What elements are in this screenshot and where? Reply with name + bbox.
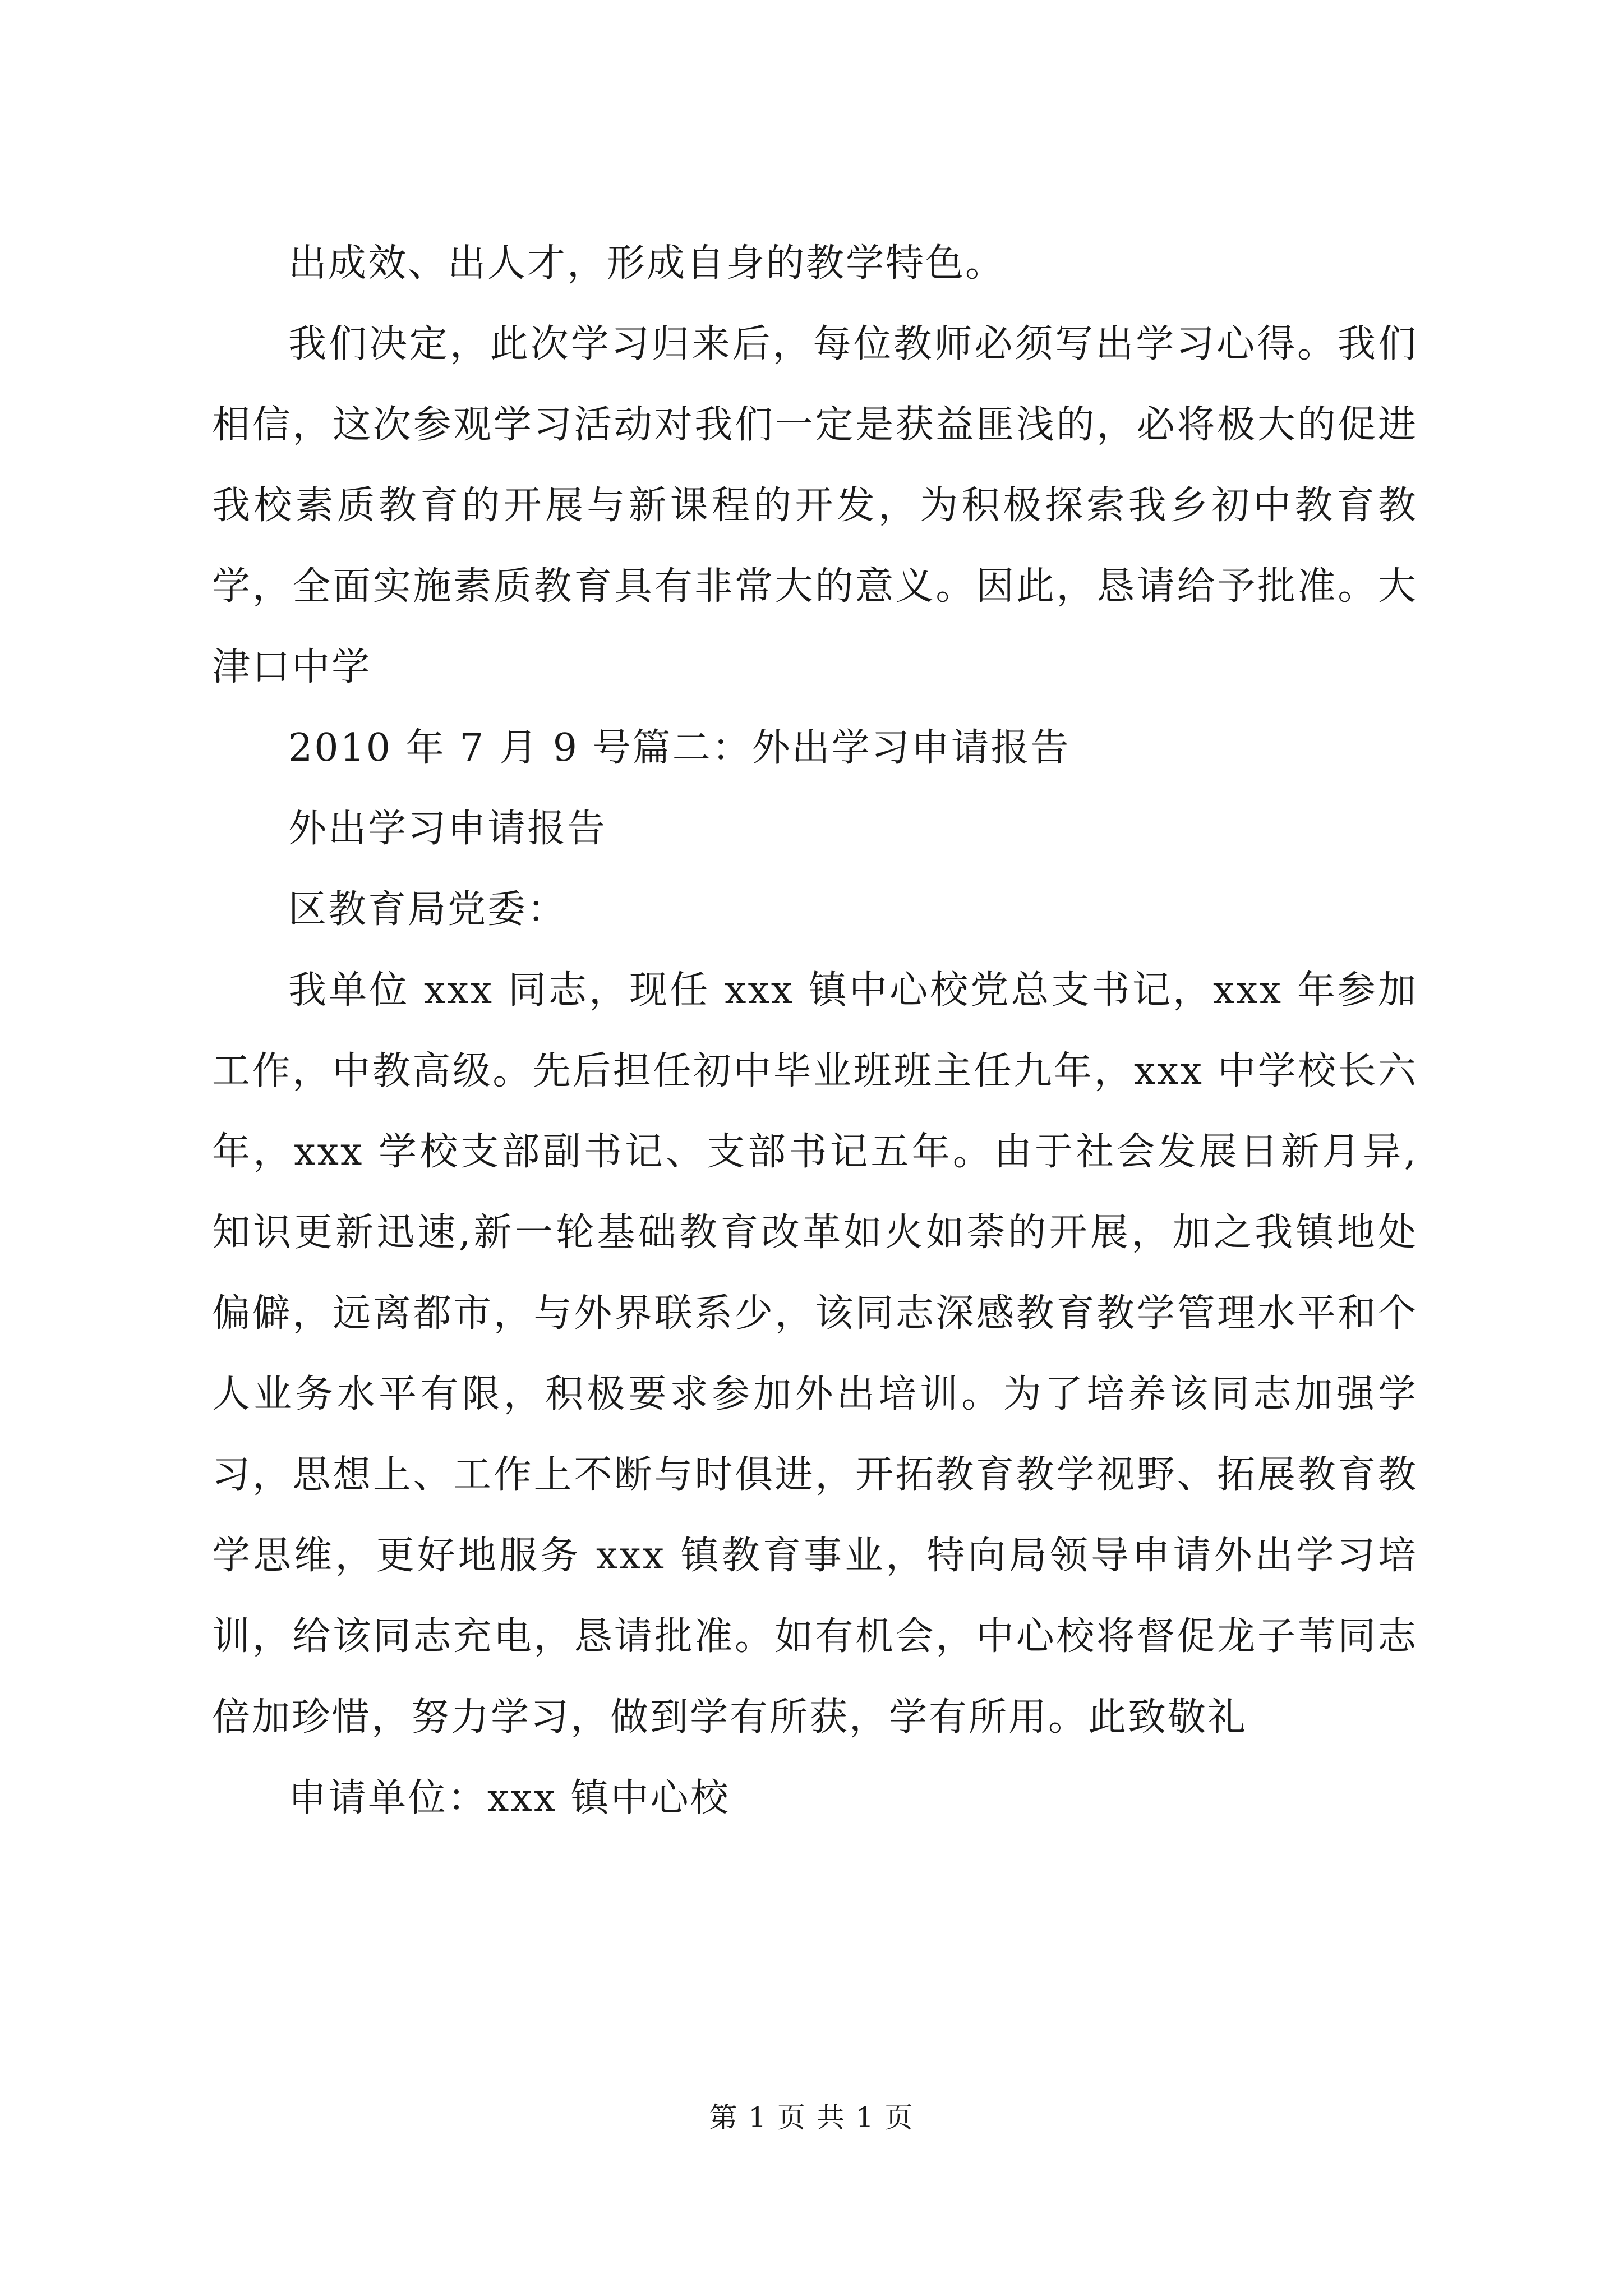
page-footer: 第 1 页 共 1 页 (709, 2101, 914, 2134)
paragraph-study-plan: 我们决定，此次学习归来后，每位教师必须写出学习心得。我们相信，这次参观学习活动对我们一定是获益匪浅的，必将极大的促进我校素质教育的开展与新课程的开发，为积极探索我乡初中教育教学，全面实施素质教育具有非常大的意义。因此，恳请给予批准。大津口中学 (212, 322, 1418, 689)
paragraph-application-body: 我单位 xxx 同志，现任 xxx 镇中心校党总支书记，xxx 年参加工作，中教高级。先后担任初中毕业班班主任九年，xxx 中学校长六年，xxx 学校支部副书记、支部书记五年。由于社会发展日新月异,知识更新迅速,新一轮基础教育改革如火如荼的开展，加之我镇地处偏僻，远离都市，与外界联系少，该同志深感教育教学管理水平和个人业务水平有限，积极要求参加外出培训。为了培养该同志加强学习，思想上、工作上不断与时俱进，开拓教育教学视野、拓展教育教学思维，更好地服务 xxx 镇教育事业，特向局领导申请外出学习培训，给该同志充电，恳请批准。如有机会，中心校将督促龙子苇同志倍加珍惜，努力学习，做到学有所获，学有所用。此致敬礼 (212, 968, 1418, 1740)
document-body (212, 223, 1418, 1839)
paragraph-date-heading: 2010 年 7 月 9 号篇二：外出学习申请报告 (288, 726, 1071, 770)
paragraph-continuation: 出成效、出人才，形成自身的教学特色。 (288, 241, 1006, 286)
applicant-unit: 申请单位：xxx 镇中心校 (288, 1776, 730, 1820)
salutation: 区教育局党委： (288, 887, 568, 932)
document-title: 外出学习申请报告 (288, 807, 607, 851)
